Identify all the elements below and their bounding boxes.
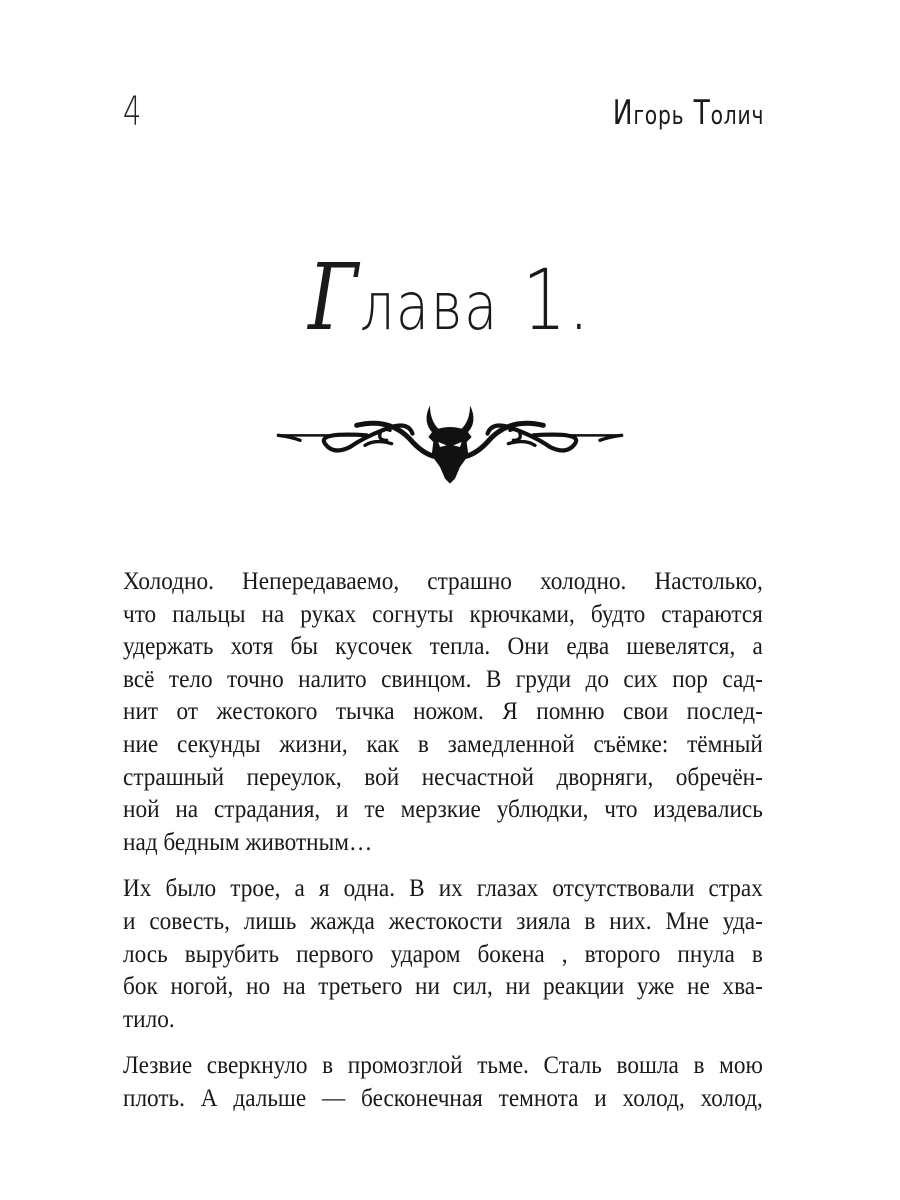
paragraph-gap bbox=[123, 1036, 763, 1050]
text-line: ной на страдания, и те мерзкие ублюдки, что издевались bbox=[123, 796, 763, 824]
text-line: всё тело точно налито свинцом. В груди до сих пор сад- bbox=[123, 665, 763, 693]
text-line: и совесть, лишь жажда жестокости зияла в них. Мне уда- bbox=[123, 907, 763, 935]
text-line: плоть. А дальше — бесконечная темнота и холод, холод, bbox=[123, 1084, 763, 1112]
text-line: нит от жестокого тычка ножом. Я помню свои послед- bbox=[123, 698, 763, 726]
author-last-rest: олич bbox=[710, 101, 764, 131]
paragraph bbox=[123, 566, 763, 859]
text-line: бок ногой, но на третьего ни сил, ни реакции уже не хва- bbox=[123, 973, 763, 1001]
text-line: над бедным животным… bbox=[123, 828, 373, 856]
text-line: ние секунды жизни, как в замедленной съёмке: тёмный bbox=[123, 730, 763, 758]
chapter-number: 1. bbox=[522, 251, 592, 349]
text-line: удержать хотя бы кусочек тепла. Они едва шевелятся, а bbox=[123, 633, 763, 661]
paragraph bbox=[123, 873, 763, 1036]
text-line: Их было трое, а я одна. В их глазах отсутствовали страх bbox=[123, 875, 763, 903]
page-number: 4 bbox=[123, 89, 142, 135]
chapter-title-rest: лава bbox=[359, 268, 500, 345]
text-line: страшный переулок, вой несчастной дворняги, обречён- bbox=[123, 763, 763, 791]
devil-head-flourish-icon bbox=[240, 392, 660, 492]
author-first-initial: И bbox=[612, 93, 634, 133]
running-header-author bbox=[612, 92, 764, 137]
text-line: что пальцы на руках согнуты крючками, будто стараются bbox=[123, 600, 763, 628]
text-line: Холодно. Непередаваемо, страшно холодно. Настолько, bbox=[123, 568, 763, 595]
paragraph-gap bbox=[123, 859, 763, 873]
text-line: лось вырубить первого ударом бокена , второго пнула в bbox=[123, 940, 763, 968]
chapter-title-inner bbox=[308, 244, 592, 355]
chapter-title bbox=[0, 244, 900, 355]
author-first-rest: горь bbox=[633, 101, 685, 131]
chapter-title-initial: Г bbox=[308, 244, 360, 351]
paragraph bbox=[123, 1050, 763, 1115]
text-line: Лезвие сверкнуло в промозглой тьме. Сталь вошла в мою bbox=[123, 1052, 763, 1080]
chapter-body bbox=[123, 566, 763, 1116]
text-line: тило. bbox=[123, 1005, 175, 1033]
author-last-initial: Т bbox=[693, 93, 711, 133]
